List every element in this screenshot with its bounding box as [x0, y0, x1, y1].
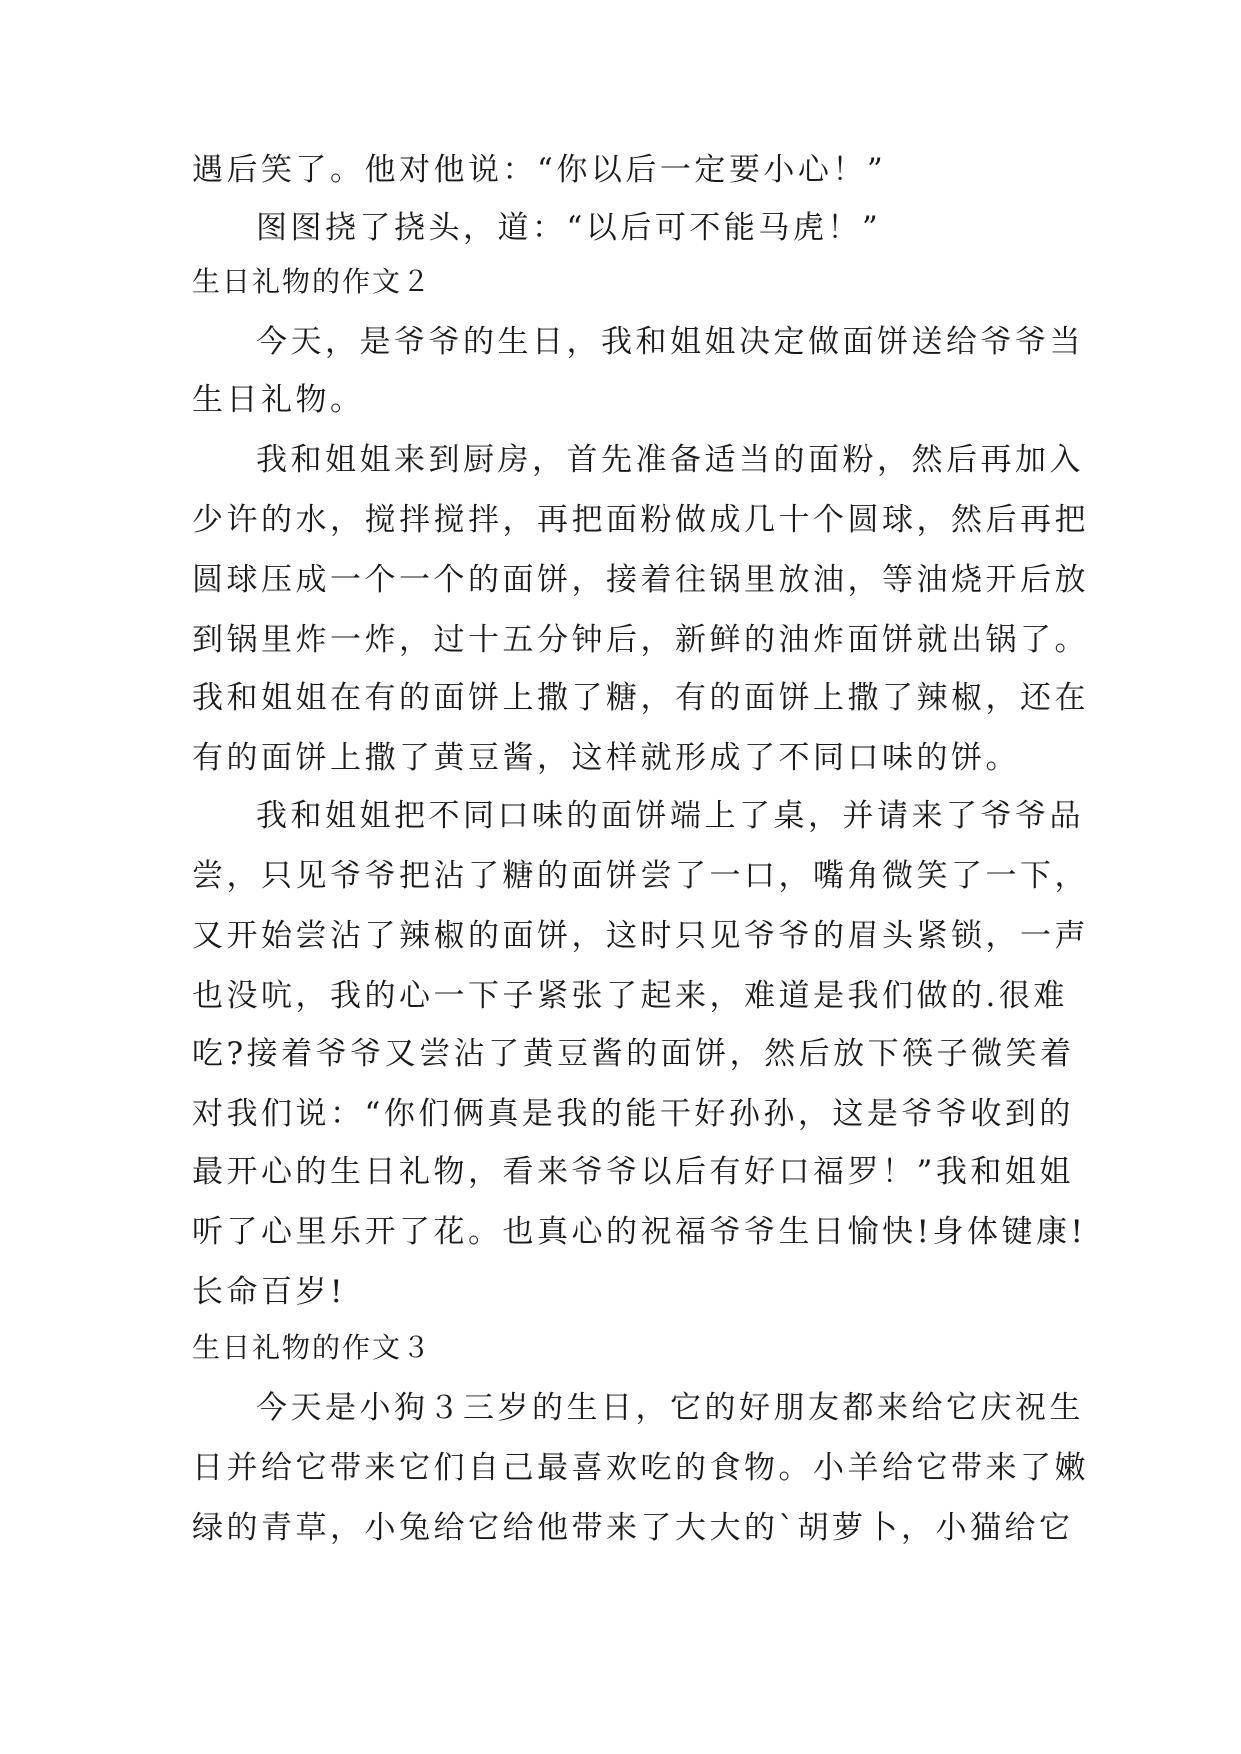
text-line: 到锅里炸一炸，过十五分钟后，新鲜的油炸面饼就出锅了。: [192, 622, 1089, 658]
text-line: 又开始尝沾了辣椒的面饼，这时只见爷爷的眉头紧锁，一声: [192, 918, 1089, 954]
text-line: 今天是小狗３三岁的生日，它的好朋友都来给它庆祝生: [256, 1390, 1084, 1426]
text-line: 尝，只见爷爷把沾了糖的面饼尝了一口，嘴角微笑了一下，: [192, 858, 1089, 894]
text-line: 吃?接着爷爷又尝沾了黄豆酱的面饼，然后放下筷子微笑着: [192, 1036, 1075, 1072]
text-line: 最开心的生日礼物，看来爷爷以后有好口福罗！”我和姐姐: [192, 1154, 1074, 1190]
text-line: 生日礼物。: [192, 382, 365, 418]
text-line: 日并给它带来它们自己最喜欢吃的食物。小羊给它带来了嫩: [192, 1450, 1089, 1486]
text-line: 我和姐姐来到厨房，首先准备适当的面粉，然后再加入: [256, 442, 1084, 478]
text-line: 少许的水，搅拌搅拌，再把面粉做成几十个圆球，然后再把: [192, 502, 1089, 538]
text-line: 对我们说：“你们俩真是我的能干好孙孙，这是爷爷收到的: [192, 1096, 1074, 1132]
text-line: 绿的青草，小兔给它给他带来了大大的`胡萝卜，小猫给它: [192, 1510, 1074, 1546]
section-heading: 生日礼物的作文２: [192, 265, 433, 298]
text-line: 有的面饼上撒了黄豆酱，这样就形成了不同口味的饼。: [192, 740, 1020, 776]
text-line: 也没吭，我的心一下子紧张了起来，难道是我们做的.很难: [192, 978, 1068, 1014]
text-line: 我和姐姐在有的面饼上撒了糖，有的面饼上撒了辣椒，还在: [192, 680, 1089, 716]
section-heading: 生日礼物的作文３: [192, 1331, 433, 1364]
text-line: 今天，是爷爷的生日，我和姐姐决定做面饼送给爷爷当: [256, 324, 1084, 360]
text-line: 我和姐姐把不同口味的面饼端上了桌，并请来了爷爷品: [256, 798, 1084, 834]
text-line: 图图挠了挠头，道：“以后可不能马虎！”: [256, 210, 882, 246]
text-line: 听了心里乐开了花。也真心的祝福爷爷生日愉快!身体键康!: [192, 1214, 1087, 1250]
text-line: 遇后笑了。他对他说：“你以后一定要小心！”: [192, 152, 887, 188]
text-line: 长命百岁!: [192, 1274, 346, 1310]
text-line: 圆球压成一个一个的面饼，接着往锅里放油，等油烧开后放: [192, 562, 1089, 598]
